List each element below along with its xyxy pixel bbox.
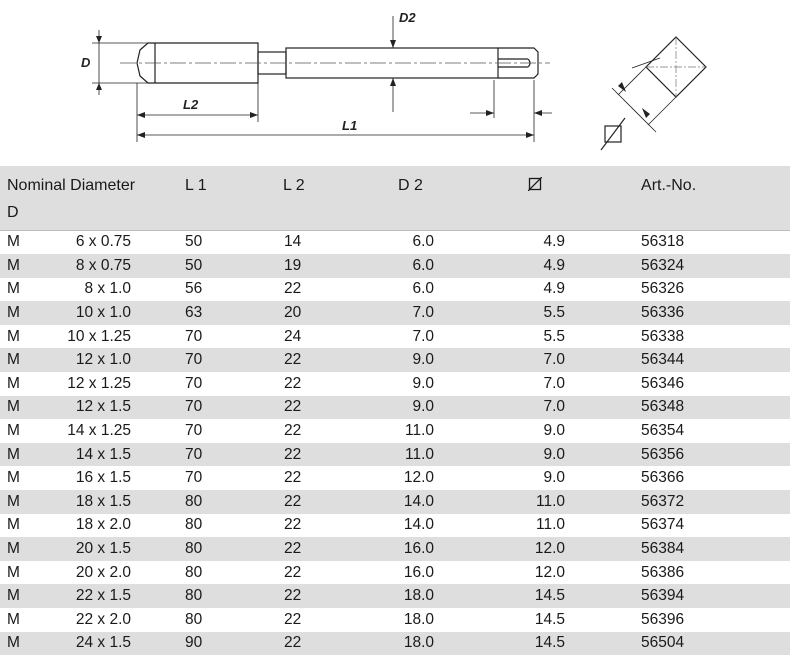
table-row [0, 514, 790, 538]
cell-size: 20 x 1.5 [75, 540, 132, 558]
cell-d2: 9.0 [412, 398, 435, 416]
table-row [0, 396, 790, 420]
table-row [0, 348, 790, 372]
table-row [0, 372, 790, 396]
cell-d2: 16.0 [403, 563, 435, 581]
header-row-sub [0, 200, 790, 230]
cell-d2: 16.0 [403, 540, 435, 558]
dim-label-l1: L1 [342, 118, 358, 133]
cell-l1: 70 [185, 422, 203, 440]
cell-l1: 80 [185, 492, 203, 510]
cell-l2: 22 [284, 398, 302, 416]
cell-prefix: M [7, 351, 20, 369]
cell-square: 11.0 [535, 492, 566, 510]
cell-art-no: 56504 [641, 634, 685, 652]
cell-l2: 22 [284, 445, 302, 463]
cell-size: 8 x 1.0 [84, 280, 132, 298]
cell-art-no: 56324 [641, 256, 685, 274]
cell-d2: 14.0 [403, 516, 435, 534]
cell-size: 12 x 1.0 [75, 351, 132, 369]
table-row [0, 325, 790, 349]
cell-art-no: 56346 [641, 374, 685, 392]
product-table-container [0, 166, 790, 655]
cell-l1: 70 [185, 327, 203, 345]
table-row [0, 254, 790, 278]
cell-prefix: M [7, 540, 20, 558]
dim-label-l2: L2 [183, 97, 199, 112]
cell-l2: 22 [284, 634, 302, 652]
cell-l1: 70 [185, 374, 203, 392]
cell-square: 4.9 [543, 280, 566, 298]
cell-square: 14.5 [534, 634, 566, 652]
cell-art-no: 56354 [641, 422, 685, 440]
cell-l2: 22 [284, 374, 302, 392]
cell-size: 18 x 1.5 [75, 492, 132, 510]
cell-square: 12.0 [534, 563, 566, 581]
cell-size: 14 x 1.25 [67, 422, 132, 440]
cell-l2: 19 [284, 256, 302, 274]
cell-size: 22 x 1.5 [75, 587, 132, 605]
cell-prefix: M [7, 610, 20, 628]
header-d2: D 2 [398, 177, 423, 194]
cell-d2: 6.0 [412, 256, 435, 274]
tap-technical-drawing [0, 0, 790, 165]
cell-l1: 70 [185, 469, 203, 487]
cell-l1: 80 [185, 587, 203, 605]
cell-d2: 9.0 [412, 351, 435, 369]
cell-art-no: 56338 [641, 327, 685, 345]
cell-prefix: M [7, 374, 20, 392]
cell-art-no: 56326 [641, 280, 685, 298]
header-l2: L 2 [283, 177, 305, 194]
cell-art-no: 56394 [641, 587, 685, 605]
cell-l1: 50 [185, 256, 203, 274]
cell-square: 9.0 [543, 469, 566, 487]
cell-size: 6 x 0.75 [75, 233, 132, 251]
cell-square: 9.0 [543, 445, 566, 463]
cell-size: 22 x 2.0 [75, 610, 132, 628]
cell-l2: 22 [284, 280, 302, 298]
cell-prefix: M [7, 304, 20, 322]
cell-size: 10 x 1.0 [75, 304, 132, 322]
cell-l2: 22 [284, 516, 302, 534]
cell-l1: 80 [185, 540, 203, 558]
header-art-no: Art.-No. [641, 177, 697, 194]
cell-art-no: 56396 [641, 610, 685, 628]
table-row [0, 443, 790, 467]
cell-art-no: 56366 [641, 469, 685, 487]
cell-d2: 11.0 [404, 422, 435, 440]
cell-l1: 80 [185, 610, 203, 628]
cell-size: 18 x 2.0 [75, 516, 132, 534]
cell-l1: 80 [185, 516, 203, 534]
cell-size: 8 x 0.75 [75, 256, 132, 274]
cell-prefix: M [7, 398, 20, 416]
cell-square: 4.9 [543, 233, 566, 251]
cell-d2: 12.0 [403, 469, 435, 487]
cell-size: 14 x 1.5 [75, 445, 132, 463]
cell-prefix: M [7, 516, 20, 534]
cell-square: 7.0 [543, 374, 566, 392]
cell-prefix: M [7, 327, 20, 345]
cell-prefix: M [7, 445, 20, 463]
cell-l2: 22 [284, 610, 302, 628]
cell-l1: 70 [185, 445, 203, 463]
cell-d2: 14.0 [403, 492, 435, 510]
cell-l1: 70 [185, 398, 203, 416]
cell-prefix: M [7, 492, 20, 510]
cell-size: 12 x 1.5 [75, 398, 132, 416]
table-row [0, 584, 790, 608]
cell-art-no: 56356 [641, 445, 685, 463]
table-row [0, 561, 790, 585]
cell-prefix: M [7, 469, 20, 487]
cell-l1: 56 [185, 280, 203, 298]
cell-d2: 18.0 [403, 634, 435, 652]
cell-art-no: 56344 [641, 351, 685, 369]
cell-l1: 50 [185, 233, 203, 251]
cell-art-no: 56386 [641, 563, 685, 581]
header-row [0, 166, 790, 200]
table-row [0, 301, 790, 325]
header-nominal-diameter: Nominal Diameter [7, 177, 136, 194]
table-row [0, 278, 790, 302]
cell-l2: 22 [284, 563, 302, 581]
header-nominal-sub: D [0, 200, 790, 230]
table-row [0, 490, 790, 514]
dim-label-d2: D2 [399, 10, 416, 25]
cell-size: 10 x 1.25 [67, 327, 132, 345]
cell-prefix: M [7, 634, 20, 652]
cell-art-no: 56318 [641, 233, 685, 251]
cell-l2: 24 [284, 327, 302, 345]
cell-d2: 18.0 [403, 587, 435, 605]
table-row [0, 419, 790, 443]
table-row [0, 632, 790, 656]
cell-d2: 9.0 [412, 374, 435, 392]
cell-d2: 7.0 [412, 304, 435, 322]
cell-l2: 22 [284, 540, 302, 558]
cell-l1: 63 [185, 304, 203, 322]
cell-l1: 80 [185, 563, 203, 581]
cell-l2: 22 [284, 422, 302, 440]
cell-prefix: M [7, 563, 20, 581]
cell-square: 14.5 [534, 587, 566, 605]
cell-d2: 11.0 [404, 445, 435, 463]
square-symbol-icon [528, 177, 541, 190]
cell-square: 7.0 [543, 351, 566, 369]
dim-label-d: D [81, 55, 91, 70]
cell-art-no: 56384 [641, 540, 685, 558]
cell-d2: 7.0 [412, 327, 435, 345]
cell-d2: 6.0 [412, 233, 435, 251]
table-row [0, 466, 790, 490]
cell-square: 7.0 [543, 398, 566, 416]
cell-l2: 20 [284, 304, 302, 322]
cell-square: 11.0 [535, 516, 566, 534]
cell-prefix: M [7, 256, 20, 274]
header-l1: L 1 [185, 177, 207, 194]
cell-square: 5.5 [543, 327, 566, 345]
cell-size: 12 x 1.25 [67, 374, 132, 392]
cell-square: 14.5 [534, 610, 566, 628]
cell-l2: 22 [284, 351, 302, 369]
cell-d2: 18.0 [403, 610, 435, 628]
cell-prefix: M [7, 233, 20, 251]
cell-l2: 14 [284, 233, 302, 251]
cell-size: 16 x 1.5 [75, 469, 132, 487]
product-table [0, 166, 790, 655]
cell-prefix: M [7, 587, 20, 605]
cell-art-no: 56374 [641, 516, 685, 534]
cell-l2: 22 [284, 587, 302, 605]
cell-l1: 90 [185, 634, 203, 652]
cell-prefix: M [7, 280, 20, 298]
cell-d2: 6.0 [412, 280, 435, 298]
cell-art-no: 56336 [641, 304, 685, 322]
cell-square: 9.0 [543, 422, 566, 440]
header-square [494, 166, 641, 200]
cell-art-no: 56372 [641, 492, 685, 510]
cell-size: 24 x 1.5 [75, 634, 132, 652]
cell-square: 4.9 [543, 256, 566, 274]
cell-prefix: M [7, 422, 20, 440]
table-row [0, 537, 790, 561]
table-row [0, 608, 790, 632]
table-row [0, 230, 790, 254]
cell-l2: 22 [284, 469, 302, 487]
cell-square: 12.0 [534, 540, 566, 558]
cell-l2: 22 [284, 492, 302, 510]
cell-art-no: 56348 [641, 398, 685, 416]
cell-size: 20 x 2.0 [75, 563, 132, 581]
cell-square: 5.5 [543, 304, 566, 322]
cell-l1: 70 [185, 351, 203, 369]
